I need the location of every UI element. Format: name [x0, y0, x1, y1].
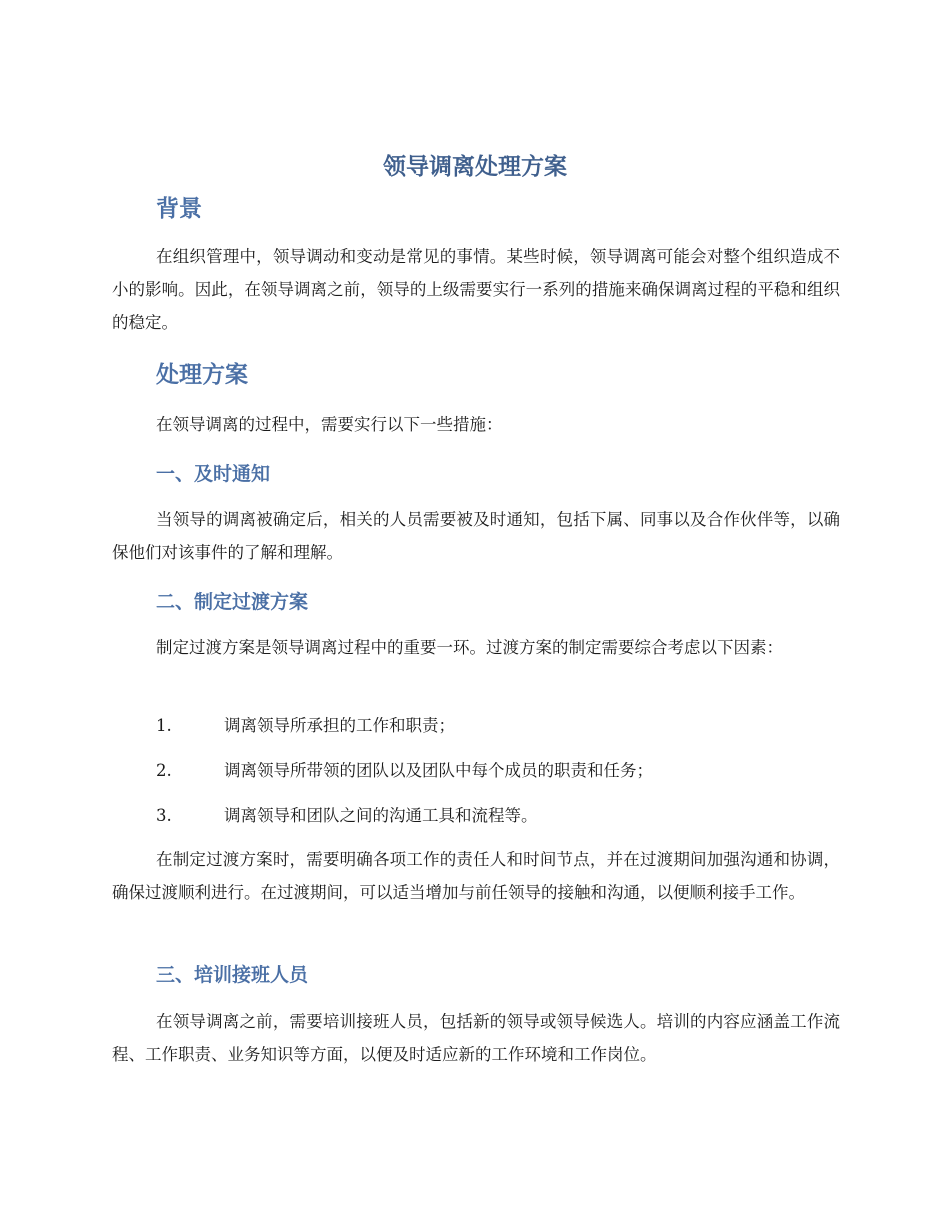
paragraph-notify: 当领导的调离被确定后，相关的人员需要被及时通知，包括下属、同事以及合作伙伴等，以确保他们对该事件的了解和理解。 — [112, 510, 840, 562]
list-item — [156, 709, 846, 742]
paragraph-transition-detail: 在制定过渡方案时，需要明确各项工作的责任人和时间节点，并在过渡期间加强沟通和协调，确保过渡顺利进行。在过渡期间，可以适当增加与前任领导的接触和沟通，以便顺利接手工作。 — [112, 850, 840, 902]
list-item-text: 调离领导所承担的工作和职责； — [224, 716, 455, 735]
paragraph-background: 在组织管理中，领导调动和变动是常见的事情。某些时候，领导调离可能会对整个组织造成不小的影响。因此，在领导调离之前，领导的上级需要实行一系列的措施来确保调离过程的平稳和组织的稳定。 — [112, 247, 840, 332]
paragraph-training: 在领导调离之前，需要培训接班人员，包括新的领导或领导候选人。培训的内容应涵盖工作流程、工作职责、业务知识等方面，以便及时适应新的工作环境和工作岗位。 — [112, 1012, 840, 1064]
paragraph-plan-intro: 在领导调离的过程中，需要实行以下一些措施： — [156, 415, 503, 434]
list-item-number: 1. — [156, 716, 172, 735]
heading-notify: 一、及时通知 — [156, 463, 271, 485]
list-item-number: 2. — [156, 761, 172, 780]
heading-transition: 二、制定过渡方案 — [156, 591, 309, 613]
list-item — [156, 754, 846, 787]
list-item-text: 调离领导所带领的团队以及团队中每个成员的职责和任务； — [224, 761, 653, 780]
list-item-number: 3. — [156, 806, 172, 825]
list-item — [156, 799, 846, 832]
document-title: 领导调离处理方案 — [383, 154, 567, 180]
paragraph-transition: 制定过渡方案是领导调离过程中的重要一环。过渡方案的制定需要综合考虑以下因素： — [156, 638, 783, 657]
list-item-text: 调离领导和团队之间的沟通工具和流程等。 — [224, 806, 538, 825]
heading-training: 三、培训接班人员 — [156, 964, 309, 986]
heading-background: 背景 — [156, 196, 202, 222]
heading-plan: 处理方案 — [156, 362, 248, 388]
